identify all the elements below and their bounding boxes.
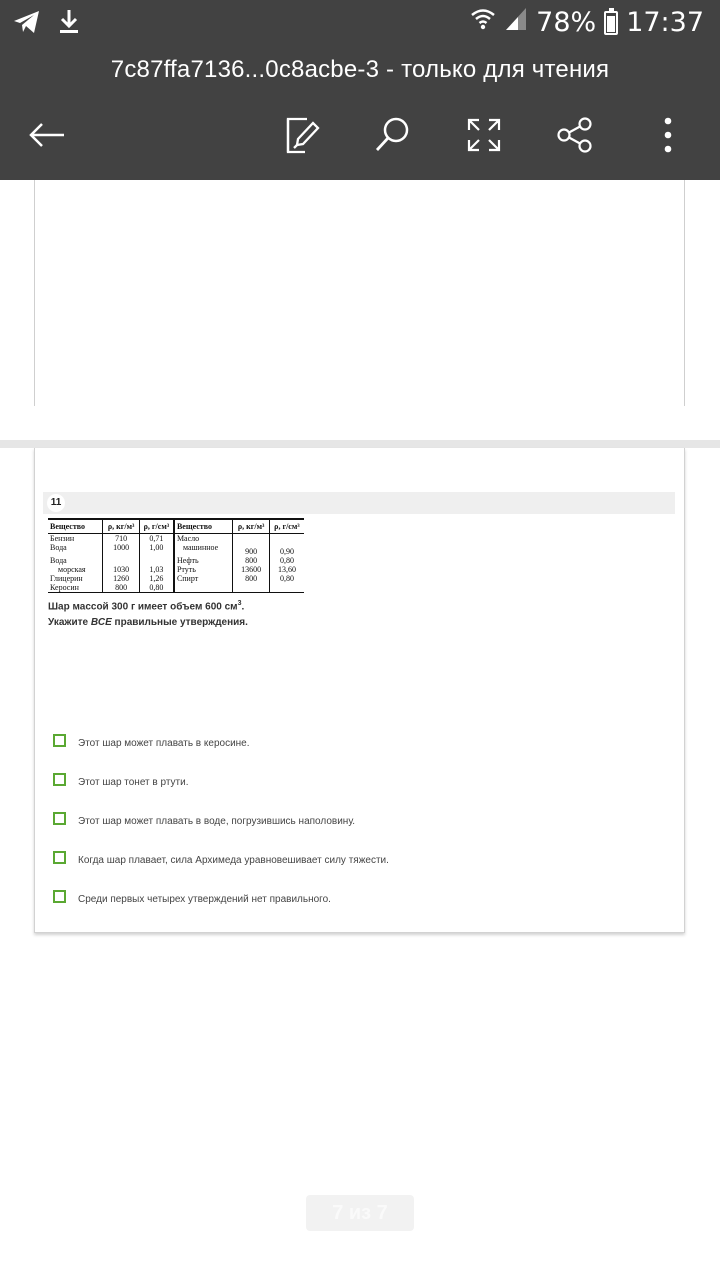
question-line-2: [48, 615, 648, 631]
table-cell: 1,00: [139, 543, 174, 556]
answer-label: Этот шар может плавать в керосине.: [78, 738, 250, 749]
table-cell: 800: [233, 556, 270, 565]
table-cell: 1,03: [139, 565, 174, 574]
table-cell: 0,71: [139, 533, 174, 543]
question-line-1: [48, 596, 648, 615]
battery-icon: [604, 11, 618, 35]
fullscreen-icon: [466, 117, 502, 153]
current-page: [34, 448, 685, 933]
table-row: [48, 565, 304, 574]
answer-label: Когда шар плавает, сила Архимеда уравновешивает силу тяжести.: [78, 855, 389, 866]
table-row: [48, 583, 304, 593]
table-cell: Спирт: [174, 574, 233, 583]
answer-label: Среди первых четырех утверждений нет правильного.: [78, 894, 331, 905]
previous-page: [34, 180, 685, 406]
answer-checkbox[interactable]: [53, 851, 66, 864]
answer-option-4[interactable]: [53, 851, 653, 867]
table-cell: 13,60: [269, 565, 304, 574]
table-row: [48, 574, 304, 583]
table-cell: морская: [58, 564, 86, 574]
question-line-2-emphasis: ВСЕ: [90, 617, 112, 629]
table-cell: Глицерин: [50, 573, 83, 583]
telegram-icon: [12, 8, 42, 41]
table-header: ρ, г/см³: [269, 519, 304, 533]
table-row: [48, 533, 304, 543]
page-separator: [0, 440, 720, 448]
status-left: [12, 8, 80, 41]
table-cell: 13600: [233, 565, 270, 574]
question-number: 11: [47, 494, 65, 512]
table-cell: 0,80: [269, 574, 304, 583]
question-header: [43, 492, 675, 514]
back-arrow-icon: [27, 120, 67, 150]
table-cell: [103, 556, 140, 565]
table-cell: Вода: [50, 555, 67, 565]
question-line-1-sup: 3: [237, 600, 242, 607]
table-cell: 710: [103, 533, 140, 543]
document-viewer[interactable]: [0, 180, 720, 1280]
question-line-2-text: Укажите: [48, 617, 91, 629]
table-cell: [233, 583, 270, 593]
density-table: [48, 518, 304, 593]
table-row: [48, 556, 304, 565]
table-cell: 0,80: [139, 583, 174, 593]
wifi-icon: [470, 6, 496, 39]
answer-checkbox[interactable]: [53, 812, 66, 825]
clock: 17:37: [626, 7, 704, 38]
answer-option-3[interactable]: [53, 812, 653, 828]
table-header: Вещество: [48, 519, 103, 533]
answer-checkbox[interactable]: [53, 890, 66, 903]
more-vert-icon: [663, 117, 673, 153]
question-text: [48, 596, 648, 631]
answer-option-2[interactable]: [53, 773, 653, 789]
table-cell: Бензин: [50, 533, 75, 543]
share-button[interactable]: [550, 110, 600, 160]
toolbar: [0, 110, 720, 160]
back-button[interactable]: [22, 110, 72, 160]
download-icon: [58, 8, 80, 41]
table-header: ρ, г/см³: [139, 519, 174, 533]
edit-icon: [283, 115, 321, 155]
question-line-1-end: .: [241, 601, 245, 613]
table-cell: Вода: [50, 542, 67, 552]
app-bar: [0, 48, 720, 180]
answer-option-1[interactable]: [53, 734, 653, 750]
table-cell: Нефть: [174, 556, 233, 565]
answer-option-5[interactable]: [53, 890, 653, 906]
edit-button[interactable]: [277, 110, 327, 160]
share-icon: [556, 116, 594, 154]
table-header: ρ, кг/м³: [103, 519, 140, 533]
more-button[interactable]: [643, 110, 693, 160]
table-cell: 1260: [103, 574, 140, 583]
table-header: Вещество: [174, 519, 233, 533]
table-cell: [269, 583, 304, 593]
table-cell: Ртуть: [174, 565, 233, 574]
search-button[interactable]: [367, 110, 417, 160]
table-cell: [233, 533, 270, 543]
answer-checkbox[interactable]: [53, 773, 66, 786]
table-cell: 1030: [103, 565, 140, 574]
table-cell: Керосин: [48, 583, 103, 593]
page-indicator: 7 из 7: [306, 1195, 414, 1231]
table-cell: 1,26: [139, 574, 174, 583]
battery-percent: 78%: [536, 7, 597, 38]
table-cell: 900: [233, 543, 270, 556]
signal-icon: [504, 6, 528, 39]
table-header: ρ, кг/м³: [233, 519, 270, 533]
table-cell: [174, 583, 233, 593]
table-row: [48, 543, 304, 556]
table-cell: 800: [103, 583, 140, 593]
answer-label: Этот шар может плавать в воде, погрузившись наполовину.: [78, 816, 356, 827]
question-line-1-text: Шар массой 300 г имеет объем 600 см: [48, 601, 238, 613]
table-cell: 800: [233, 574, 270, 583]
table-cell: [139, 556, 174, 565]
fullscreen-button[interactable]: [459, 110, 509, 160]
answer-checkbox[interactable]: [53, 734, 66, 747]
table-cell: машинное: [174, 543, 233, 556]
table-cell: 0,80: [269, 556, 304, 565]
status-right: [470, 6, 704, 39]
search-icon: [372, 115, 412, 155]
answer-label: Этот шар тонет в ртути.: [78, 777, 189, 788]
table-cell: 0,90: [269, 543, 304, 556]
question-line-2-end: правильные утверждения.: [111, 617, 248, 629]
table-cell: [269, 533, 304, 543]
document-title: 7c87ffa7136...0c8acbe-3 - только для чтения: [110, 56, 610, 83]
table-cell: 1000: [103, 543, 140, 556]
status-bar: [0, 0, 720, 48]
table-cell: Масло: [174, 533, 233, 543]
